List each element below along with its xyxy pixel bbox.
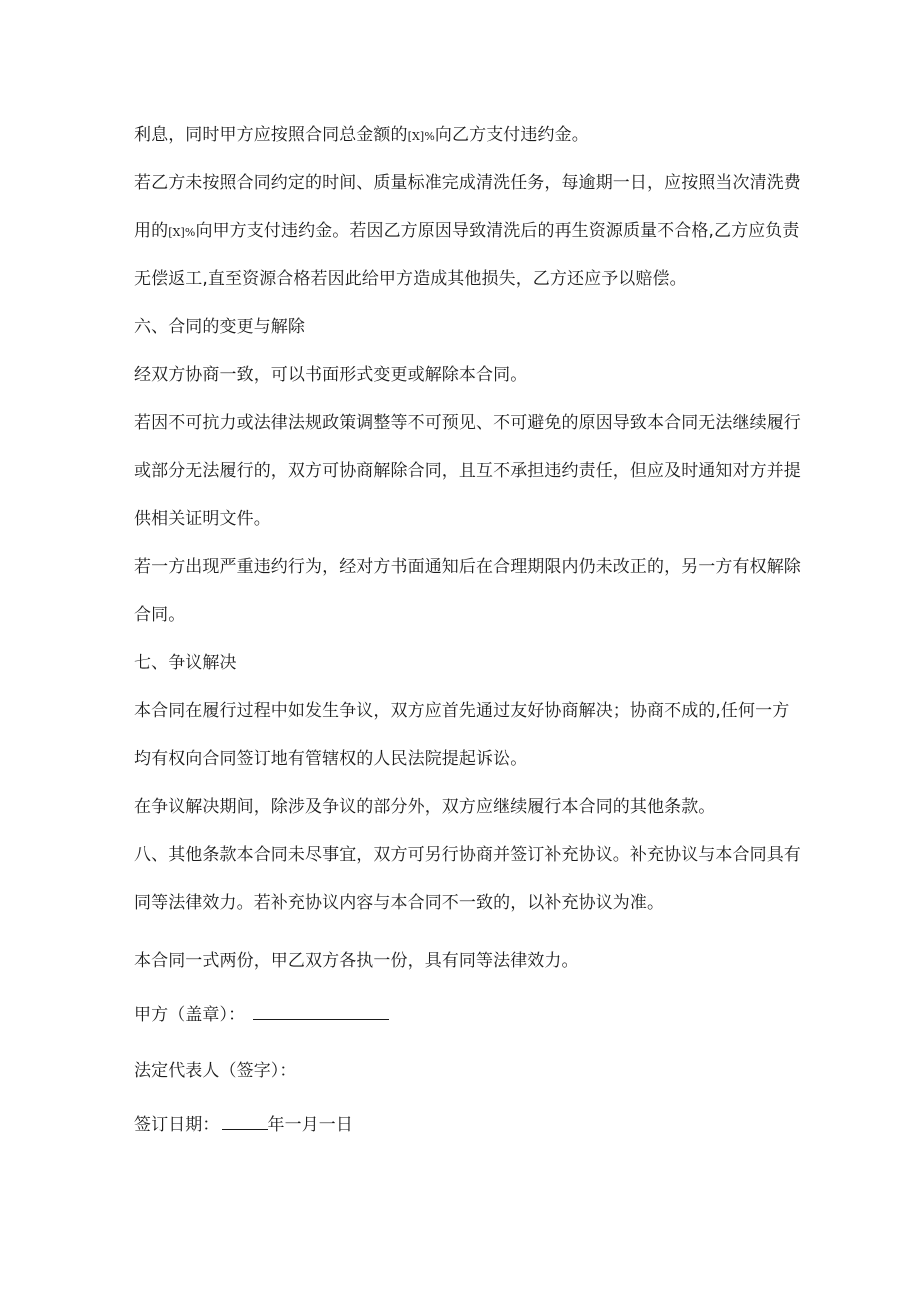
text-span: 向甲方支付违约金。若因乙方原因导致清洗后的再生资源质量不合格,乙方应负责 xyxy=(195,221,800,241)
section-heading-8: 八、其他条款本合同未尽事宜，双方可另行协商并签订补充协议。补充协议与本合同具有 xyxy=(134,845,801,865)
paragraph-line: 在争议解决期间，除涉及争议的部分外，双方应继续履行本合同的其他条款。 xyxy=(134,797,716,817)
percent-placeholder: [X]% xyxy=(168,226,196,239)
paragraph-line: 本合同一式两份，甲乙双方各执一份，具有同等法律效力。 xyxy=(134,951,579,971)
section-heading-6: 六、合同的变更与解除 xyxy=(134,317,305,337)
paragraph-line xyxy=(134,219,800,245)
paragraph-line xyxy=(134,123,589,149)
percent-placeholder: [X]% xyxy=(407,130,435,143)
paragraph-line: 均有权向合同签订地有管辖权的人民法院提起诉讼。 xyxy=(134,749,528,769)
text-span: 向乙方支付违约金。 xyxy=(434,125,589,145)
signing-date-line xyxy=(134,1113,353,1137)
text-span: 用的 xyxy=(134,221,169,241)
representative-signature-line xyxy=(134,1059,297,1083)
date-label: 签订日期： xyxy=(134,1115,220,1135)
paragraph-line: 供相关证明文件。 xyxy=(134,509,271,529)
party-a-seal-blank xyxy=(253,1003,389,1020)
text-span: 利息，同时甲方应按照合同总金额的 xyxy=(134,125,408,145)
paragraph-line: 或部分无法履行的，双方可协商解除合同，且互不承担违约责任，但应及时通知对方并提 xyxy=(134,461,801,481)
section-heading-7: 七、争议解决 xyxy=(134,653,237,673)
paragraph-line: 合同。 xyxy=(134,605,186,625)
paragraph-line: 本合同在履行过程中如发生争议，双方应首先通过友好协商解决；协商不成的,任何一方 xyxy=(134,701,790,721)
representative-label: 法定代表人（签字）： xyxy=(134,1061,297,1081)
party-a-seal-line xyxy=(134,1003,389,1027)
date-suffix: 年一月一日 xyxy=(267,1115,353,1135)
paragraph-line: 若乙方未按照合同约定的时间、质量标准完成清洗任务，每逾期一日，应按照当次清洗费 xyxy=(134,173,801,193)
paragraph-line: 同等法律效力。若补充协议内容与本合同不一致的，以补充协议为准。 xyxy=(134,893,665,913)
paragraph-line: 若因不可抗力或法律法规政策调整等不可预见、不可避免的原因导致本合同无法继续履行 xyxy=(134,413,801,433)
paragraph-line: 经双方协商一致，可以书面形式变更或解除本合同。 xyxy=(134,365,528,385)
year-blank xyxy=(222,1113,268,1130)
paragraph-line: 若一方出现严重违约行为，经对方书面通知后在合理期限内仍未改正的，另一方有权解除 xyxy=(134,557,801,577)
party-a-label: 甲方（盖章）： xyxy=(134,1005,246,1025)
paragraph-line: 无偿返工,直至资源合格若因此给甲方造成其他损失，乙方还应予以赔偿。 xyxy=(134,269,687,289)
